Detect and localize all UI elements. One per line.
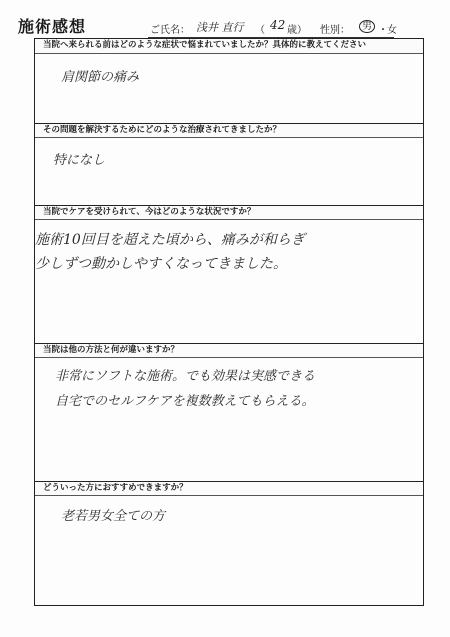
form-title: 施術感想	[18, 17, 87, 36]
gender-separator: ・	[378, 25, 388, 36]
section-3-question: 当院でケアを受けられて、今はどのような状況ですか？	[35, 205, 423, 220]
section-4-question: 当院は他の方法と何が違いますか？	[35, 343, 423, 358]
gender-label: 性別：	[320, 25, 350, 36]
survey-form	[34, 38, 424, 606]
gender-male-circled: 男	[359, 20, 375, 33]
section-5-question: どういった方におすすめできますか？	[35, 481, 423, 496]
age-value: 42	[270, 18, 286, 32]
age-open: （	[255, 25, 265, 36]
gender-male	[359, 20, 375, 33]
section-4-answer-line-2: 自宅でのセルフケアを複数教えてもらえる。	[55, 394, 315, 409]
section-1-answer-line-1: 肩関節の痛み	[61, 70, 140, 85]
section-3-answer-line-2: 少しずつ動かしやすくなってきました。	[35, 256, 287, 272]
section-2-question: その問題を解決するためにどのような治療されてきましたか？	[35, 123, 423, 138]
name-value: 浅井 直行	[196, 21, 244, 34]
section-3-answer-line-1: 施術10回目を超えた頃から、痛みが和らぎ	[35, 232, 305, 248]
section-1-question: 当院へ来られる前はどのような症状で悩まれていましたか？具体的に教えてください	[35, 39, 423, 54]
section-5-answer-line-1: 老若男女全ての方	[61, 509, 166, 524]
section-2-answer-line-1: 特になし	[53, 153, 106, 168]
name-label: ご氏名：	[150, 25, 190, 36]
gender-female: 女	[387, 25, 397, 36]
age-unit: 歳）	[287, 25, 307, 36]
section-4-answer-line-1: 非常にソフトな施術。でも効果は実感できる	[55, 369, 316, 384]
